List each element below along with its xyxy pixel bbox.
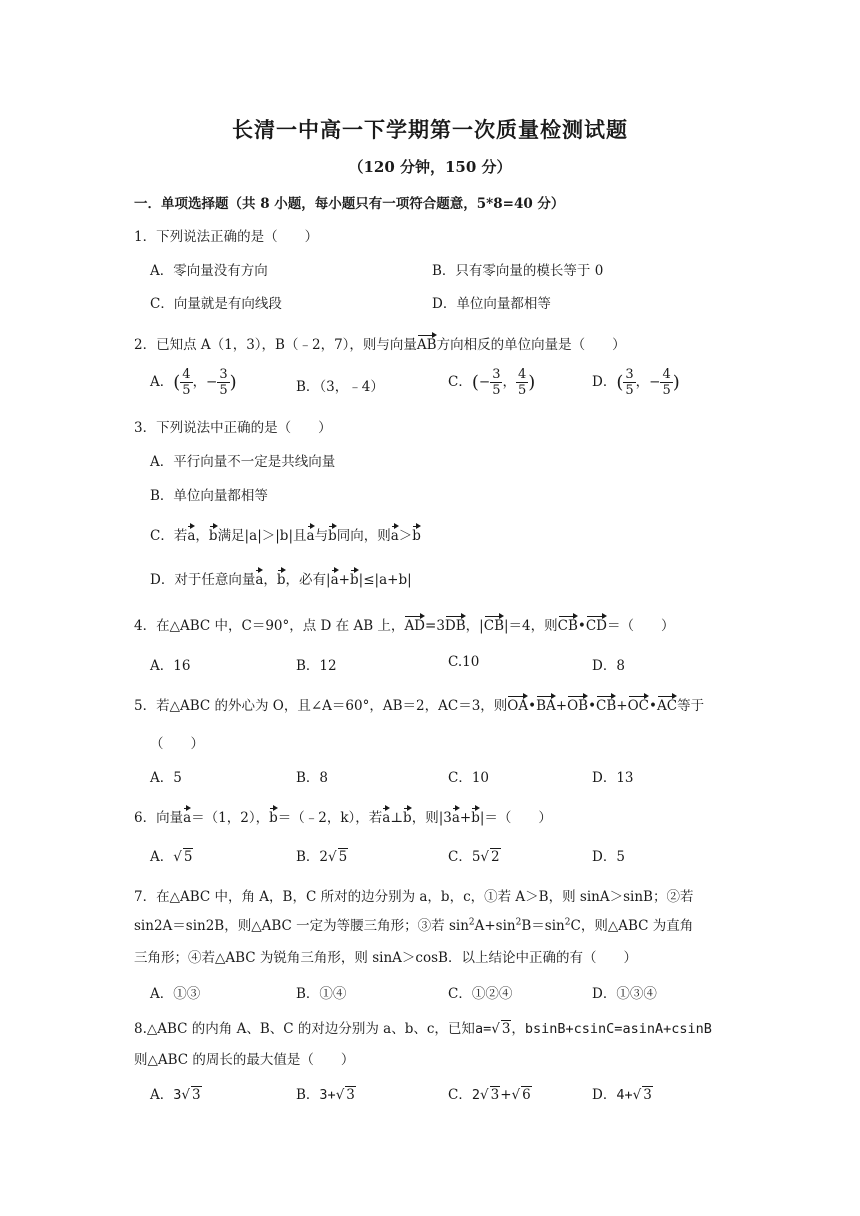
question-5-option-a: A．5 (150, 770, 182, 786)
question-6-stem: 6．向量a＝（1，2），b＝（﹣2，k），若a⊥b，则|3a+b|＝（ ） (134, 806, 552, 826)
question-1-option-d: D．单位向量都相等 (432, 296, 551, 312)
question-7-line-3: 三角形；④若△ABC 为锐角三角形，则 sinA＞cosB．以上结论中正确的有（ ） (134, 950, 637, 966)
question-1-option-a: A．零向量没有方向 (150, 263, 268, 279)
question-6-option-a: A．√ 5 (150, 849, 193, 865)
question-7-option-c: C．①②④ (448, 986, 513, 1002)
question-1-option-b: B．只有零向量的模长等于 0 (432, 263, 604, 279)
question-6-option-c: C．5√ 2 (448, 849, 500, 865)
question-1-option-c: C．向量就是有向线段 (150, 296, 282, 312)
question-2-option-d: D．( $\frac{3}{5}$ ，− $\frac{4}{5}$ ) (592, 367, 680, 398)
question-5-paren: （ ） (150, 736, 204, 752)
question-2-option-a: A．( $\frac{4}{5}$ ，− $\frac{3}{5}$ ) (150, 367, 237, 398)
question-8-option-c: C．2√ 3+√ 6 (448, 1087, 531, 1103)
question-3-stem: 3．下列说法中正确的是（ ） (134, 420, 332, 436)
question-1-stem: 1．下列说法正确的是（ ） (134, 229, 319, 245)
question-8-line-2: 则△ABC 的周长的最大值是（ ） (134, 1052, 355, 1068)
question-7-option-b: B．①④ (296, 986, 347, 1002)
question-4-option-c: C.10 (448, 654, 480, 670)
question-4-option-b: B．12 (296, 658, 337, 674)
question-6-option-b: B．2√ 5 (296, 849, 348, 865)
page-subtitle: （120 分钟，150 分） (348, 158, 512, 176)
question-6-option-d: D．5 (592, 849, 625, 865)
vector-ab: AB (417, 334, 437, 353)
section-heading: 一．单项选择题（共 8 小题，每小题只有一项符合题意，5*8=40 分） (134, 196, 565, 212)
question-5-stem: 5．若△ABC 的外心为 O，且∠A＝60°，AB＝2，AC＝3，则OA•BA+OB•CB+OC•AC等于 (134, 694, 704, 714)
question-5-option-c: C．10 (448, 770, 490, 786)
question-8-option-d: D．4+√ 3 (592, 1087, 652, 1103)
question-7-line-2: sin2A＝sin2B，则△ABC 一定为等腰三角形；③若 $\sin^2A+\sin^2B=\sin^2C$，则△ABC 为直角 (134, 917, 694, 934)
question-7-option-d: D．①③④ (592, 986, 657, 1002)
question-8-line-1: 8.△ABC 的内角 A、B、C 的对边分别为 a、b、c，已知a=√ 3，bsinB+csinC=asinA+csinB (134, 1021, 712, 1037)
question-7-option-a: A．①③ (150, 986, 201, 1002)
question-8-option-a: A．3√ 3 (150, 1087, 201, 1103)
page-title: 长清一中高一下学期第一次质量检测试题 (232, 117, 628, 142)
question-4-option-a: A．16 (150, 658, 191, 674)
question-5-option-b: B．8 (296, 770, 329, 786)
question-3-option-b: B．单位向量都相等 (150, 488, 268, 504)
question-2-option-b: B．（3，﹣4） (296, 379, 384, 395)
question-7-line-1: 7．在△ABC 中，角 A，B，C 所对的边分别为 a，b，c，①若 A＞B，则 sinA＞sinB；②若 (134, 889, 694, 905)
question-3-option-a: A．平行向量不一定是共线向量 (150, 454, 336, 470)
question-8-option-b: B．3+√ 3 (296, 1087, 355, 1103)
question-2-option-c: C．(− $\frac{3}{5}$ ， $\frac{4}{5}$ ) (448, 367, 536, 398)
question-3-option-c: C．若a，b满足|a|＞|b|且a与b同向，则a＞b (150, 524, 421, 544)
question-2-stem: 2．已知点 A（1，3），B（﹣2，7），则与向量AB方向相反的单位向量是（ ） (134, 333, 626, 353)
question-4-stem: 4．在△ABC 中，C＝90°，点 D 在 AB 上，AD=3DB，|CB|＝4，则CB•CD＝（ ） (134, 614, 675, 634)
question-4-option-d: D．8 (592, 658, 625, 674)
question-3-option-d: D．对于任意向量a，b，必有|a+b|≤|a+b| (150, 568, 412, 588)
question-5-option-d: D．13 (592, 770, 634, 786)
